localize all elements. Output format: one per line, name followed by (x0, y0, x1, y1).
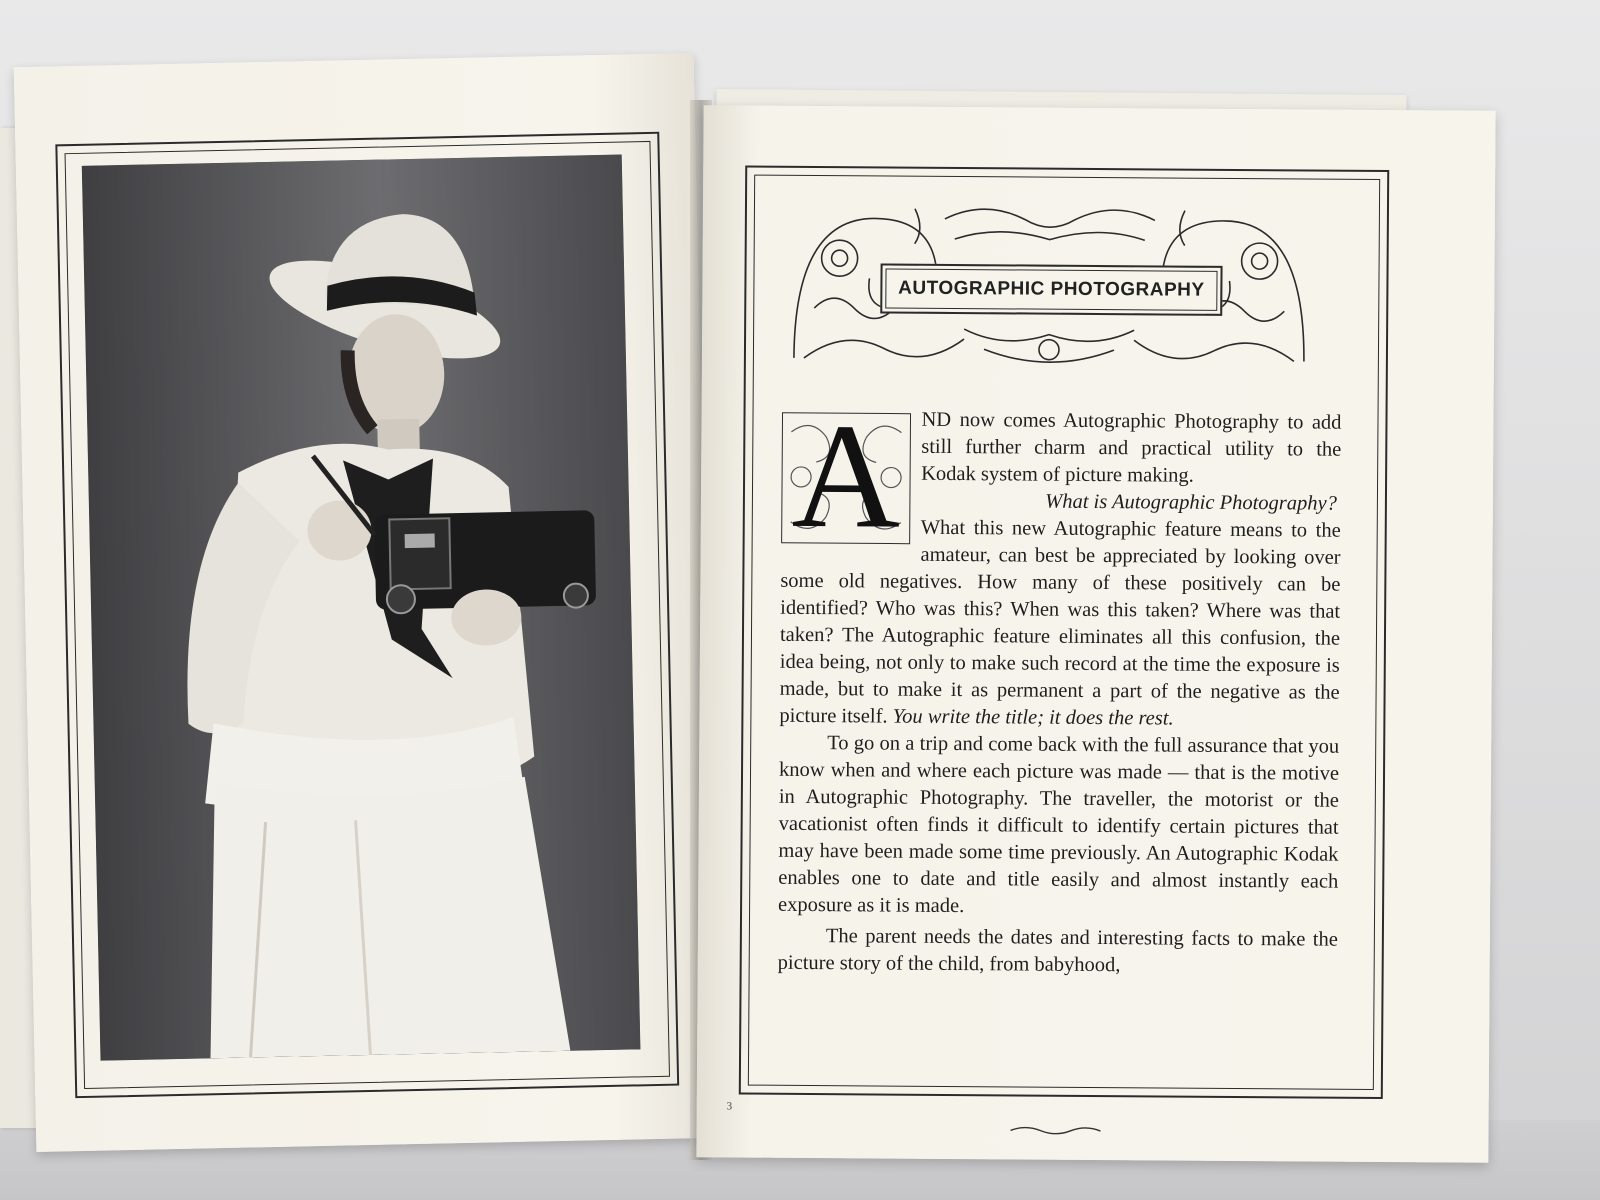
woman-with-camera-photo (82, 155, 641, 1061)
left-page-border (55, 132, 679, 1098)
right-page (696, 105, 1495, 1163)
paragraph-2: To go on a trip and come back with the full assurance that you know when and where each picture was made — that is the motive in Autographic Photography. The traveller, the motorist or the vacationist often finds it difficult to identify certain pictures that may have been made some time previously. An Autographic Kodak enables one to date and title easily and almost instantly each exposure as it is made. (778, 732, 1340, 918)
question-heading: What is Autographic Photography? (1045, 490, 1337, 515)
right-page-border (739, 166, 1389, 1099)
page-number: 3 (726, 1100, 733, 1113)
dropcap: A (781, 412, 912, 545)
paragraph-3: The parent needs the dates and interesting facts to make the picture story of the child, from babyhood, (777, 925, 1338, 977)
left-page (14, 53, 717, 1152)
paragraph-1-lead: ND now comes Autographic Photography to add still further charm and practical utility to the Kodak system of picture making. (921, 408, 1342, 487)
bottom-ornament (1010, 1124, 1100, 1137)
paragraph-1-body: What this new Autographic feature means to the amateur, can best be appreciated by looking over some old negatives. How many of these positively can be identified? Who was this? When was this taken? Where was that taken? The Autographic feature eliminates all this confusion, the idea being, not only to make such record at the time the exposure is made, but to make it as permanent a part of the negative as the picture itself. (779, 516, 1341, 728)
title-plate (880, 263, 1222, 315)
page-title: AUTOGRAPHIC PHOTOGRAPHY (898, 277, 1205, 301)
article-body (777, 392, 1342, 981)
photo-illustration (82, 155, 641, 1061)
tagline: You write the title; it does the rest. (892, 705, 1174, 730)
